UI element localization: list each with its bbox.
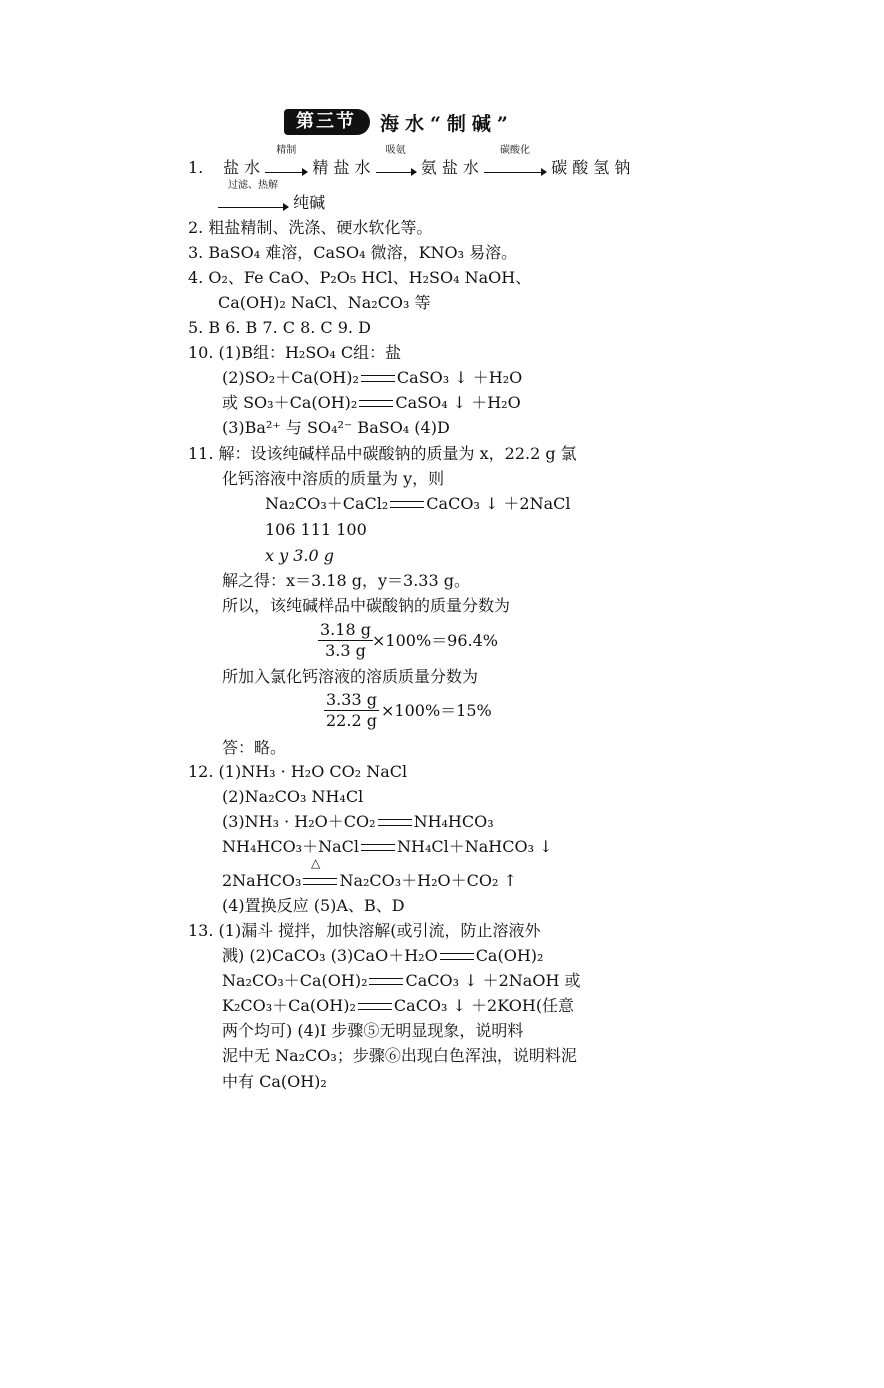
q12-line-5: 2NaHCO₃ Na₂CO₃＋H₂O＋CO₂ ↑ [222,871,517,890]
q13-line-3: Na₂CO₃＋Ca(OH)₂ CaCO₃ ↓ ＋2NaOH 或 [222,971,581,990]
section-title [284,108,514,136]
q12-line-2: (2)Na₂CO₃ NH₄Cl [222,787,364,806]
q13-line-6: 泥中无 Na₂CO₃；步骤⑥出现白色浑浊，说明料泥 [222,1046,577,1065]
q12-line-3: (3)NH₃ · H₂O＋CO₂ NH₄HCO₃ [222,812,494,831]
q10-line-2: (2)SO₂＋Ca(OH)₂ CaSO₃ ↓ ＋H₂O [222,368,523,387]
equals-sign [369,978,403,985]
q13-line-4: K₂CO₃＋Ca(OH)₂ CaCO₃ ↓ ＋2KOH(任意 [222,996,575,1015]
q11-answer: 答：略。 [222,738,287,757]
equals-sign [361,375,395,382]
q11-masses: 106 111 100 [265,520,367,539]
q13-line-1: 13. (1)漏斗 搅拌，加快溶解(或引流，防止溶液外 [188,921,541,940]
q10-line-4: (3)Ba²⁺ 与 SO₄²⁻ BaSO₄ (4)D [222,418,450,437]
arrow-carbonation: 碳酸化 [484,157,546,179]
q5-line: 5. B 6. B 7. C 8. C 9. D [188,318,371,337]
section-title-text: 海水“制碱” [380,112,514,135]
q1-line-2: 过滤、热解 纯碱 [218,192,325,214]
q10-line-1: 10. (1)B组：H₂SO₄ C组：盐 [188,343,402,362]
q3-line: 3. BaSO₄ 难溶，CaSO₄ 微溶，KNO₃ 易溶。 [188,243,518,262]
q13-line-7: 中有 Ca(OH)₂ [222,1072,327,1091]
equals-sign [359,400,393,407]
q11-line-2: 化钙溶液中溶质的质量为 y，则 [222,469,445,488]
equals-sign [303,878,337,885]
q2-line: 2. 粗盐精制、洗涤、硬水软化等。 [188,218,433,237]
fraction-2-result: ×100%＝15% [381,701,492,720]
equals-sign [358,1003,392,1010]
arrow-filter-heat: 过滤、热解 [218,192,288,214]
q12-line-1: 12. (1)NH₃ · H₂O CO₂ NaCl [188,762,408,781]
equals-sign [390,501,424,508]
q11-line-8: 所加入氯化钙溶液的溶质质量分数为 [222,667,479,686]
q11-equation: Na₂CO₃＋CaCl₂ CaCO₃ ↓ ＋2NaCl [265,494,571,513]
q4-line-2: Ca(OH)₂ NaCl、Na₂CO₃ 等 [218,293,431,312]
q13-line-5: 两个均可) (4)Ⅰ 步骤⑤无明显现象，说明料 [222,1021,524,1040]
q13-line-2: 溅) (2)CaCO₃ (3)CaO＋H₂O Ca(OH)₂ [222,946,544,965]
q11-line-1: 11. 解：设该纯碱样品中碳酸钠的质量为 x，22.2 g 氯 [188,444,577,463]
arrow-absorb-ammonia: 吸氨 [376,157,416,179]
equals-sign [378,819,412,826]
equals-sign [361,844,395,851]
q11-unknowns: x y 3.0 g [265,546,335,565]
q12-line-6: (4)置换反应 (5)A、B、D [222,896,405,915]
heat-symbol: △ [311,856,321,870]
q1-line-1: 1. 盐 水 精制 精 盐 水 吸氨 氨 盐 水 碳酸化 碳 酸 氢 钠 [188,145,631,177]
fraction-2: $\frac{3.33 g}{22.2 g}$ [326,690,377,730]
fraction-1: $\frac{3.18 g}{3.3 g}$ [320,620,371,660]
q12-line-4: NH₄HCO₃＋NaCl NH₄Cl＋NaHCO₃ ↓ [222,837,553,856]
equals-sign [440,953,474,960]
q11-solution: 解之得：x＝3.18 g，y＝3.33 g。 [222,571,470,590]
q11-line-7: 所以，该纯碱样品中碳酸钠的质量分数为 [222,596,511,615]
section-badge: 第三节 [284,109,370,135]
arrow-refine: 精制 [265,157,307,179]
q10-line-3: 或 SO₃＋Ca(OH)₂ CaSO₄ ↓ ＋H₂O [222,393,521,412]
fraction-1-result: ×100%＝96.4% [372,631,498,650]
q4-line-1: 4. O₂、Fe CaO、P₂O₅ HCl、H₂SO₄ NaOH、 [188,268,532,287]
